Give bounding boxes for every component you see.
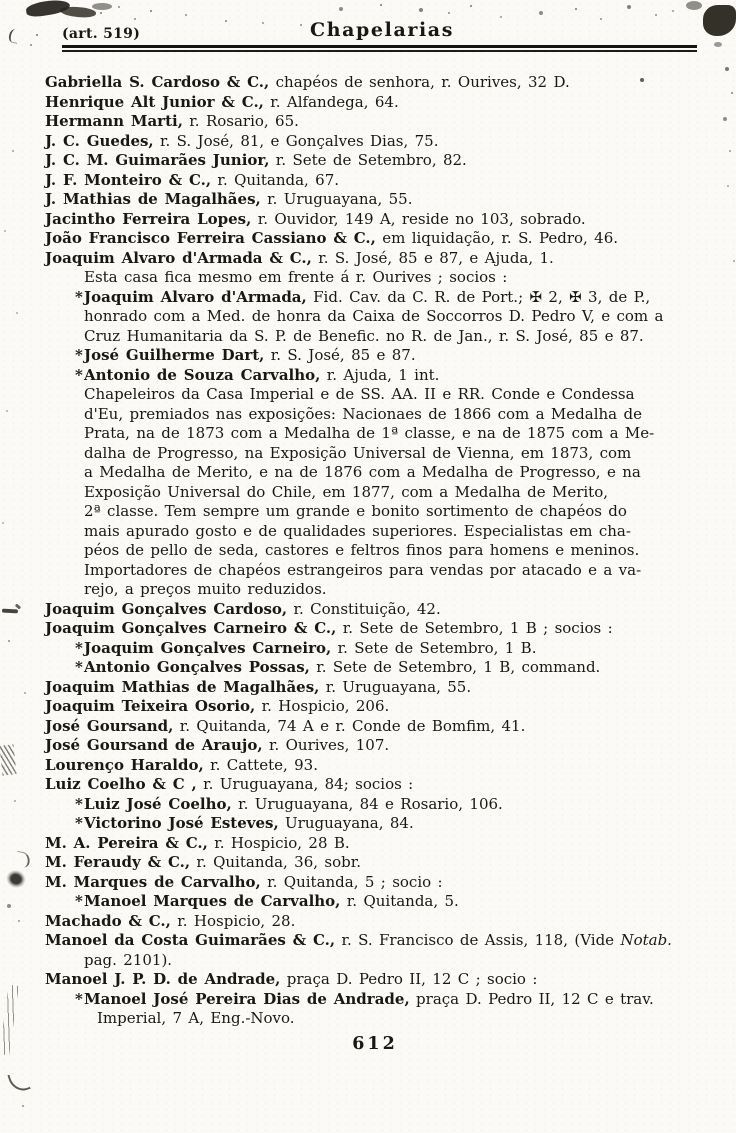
entry-text: Esta casa fica mesmo em frente á r. Ourives ; socios :: [84, 268, 508, 286]
entry-line: [45, 483, 717, 503]
entry-line: [45, 73, 717, 93]
entry-name: Henrique Alt Junior & C.,: [45, 92, 264, 111]
entry-text: r. Ourives, 107.: [262, 736, 390, 754]
page-number: 612: [352, 1034, 398, 1054]
entry-name: J. C. Guedes,: [45, 131, 154, 150]
entry-line: [45, 307, 717, 327]
entry-line: [45, 385, 717, 405]
entry-name: Lourenço Haraldo,: [45, 755, 204, 774]
entry-line: [45, 424, 717, 444]
entry-line: [45, 912, 717, 932]
scan-artifact: [714, 42, 722, 47]
entry-text: Fid. Cav. da C. R. de Port.; ✠ 2, ✠ 3, de P.,: [306, 287, 651, 306]
entry-text: r. Sete de Setembro, 82.: [269, 151, 467, 169]
entry-line: [45, 522, 717, 542]
asterisk-marker: *: [75, 814, 83, 832]
entry-reference-italic: Notab.: [620, 931, 672, 949]
header-divider: [62, 45, 697, 52]
asterisk-marker: *: [75, 346, 83, 364]
entry-name: Hermann Marti,: [45, 112, 183, 130]
entry-line: [45, 444, 717, 464]
entry-text: honrado com a Med. de honra da Caixa de Soccorros D. Pedro V, e com a: [84, 307, 664, 325]
page-title: Chapelarias: [310, 19, 454, 41]
entry-text: pag. 2101).: [84, 950, 173, 969]
scan-artifact: [2, 609, 18, 614]
entry-text: dalha de Progresso, na Exposição Universal de Vienna, em 1873, com: [84, 443, 632, 462]
entry-name: Luiz Coelho & C ,: [45, 775, 197, 793]
entry-text: Importadores de chapéos estrangeiros para vendas por atacado e a va-: [84, 560, 642, 579]
entry-name: Jacintho Ferreira Lopes,: [45, 209, 252, 228]
asterisk-marker: *: [75, 794, 83, 813]
entry-text: Chapeleiros da Casa Imperial e de SS. AA. II e RR. Conde e Condessa: [84, 385, 635, 403]
entry-line: [45, 756, 717, 776]
entry-name: J. F. Monteiro & C.,: [45, 170, 212, 189]
entry-name: Manoel José Pereira Dias de Andrade,: [84, 989, 410, 1008]
entry-name: Luiz José Coelho,: [84, 794, 232, 813]
entry-text: r. Hospicio, 206.: [255, 697, 390, 715]
entry-name: Joaquim Gonçalves Carneiro & C.,: [45, 619, 337, 637]
entry-name: Gabriella S. Cardoso & C.,: [45, 73, 270, 91]
entry-line: [45, 970, 717, 990]
entry-line: [45, 892, 717, 912]
entry-line: [45, 619, 717, 639]
entry-text: Prata, na de 1873 com a Medalha de 1ª classe, e na de 1875 com a Me-: [84, 424, 655, 442]
entry-line: [45, 327, 717, 347]
entry-line: [45, 151, 717, 171]
entry-line: [45, 873, 717, 893]
entry-text: r. Quitanda, 5.: [340, 892, 459, 910]
entry-name: Joaquim Mathias de Magalhães,: [45, 677, 320, 696]
entry-text: Exposição Universal do Chile, em 1877, com a Medalha de Merito,: [84, 482, 608, 501]
entry-line: [45, 853, 717, 873]
entry-line: [45, 697, 717, 717]
entry-line: [45, 990, 717, 1010]
entry-line: [45, 93, 717, 113]
entry-name: Manoel da Costa Guimarães & C.,: [45, 931, 336, 949]
entry-text: r. Quitanda, 74 A e r. Conde de Bomfim, 41.: [173, 716, 526, 735]
entry-text: péos de pello de seda, castores e feltros finos para homens e meninos.: [84, 541, 640, 559]
entry-text: r. Uruguayana, 84; socios :: [196, 775, 414, 793]
entry-text: 2ª classe. Tem sempre um grande e bonito sortimento de chapéos do: [84, 502, 627, 520]
entry-text: a Medalha de Merito, e na de 1876 com a Medalha de Progresso, e na: [84, 463, 641, 481]
entry-text: d'Eu, premiados nas exposições: Nacionaes de 1866 com a Medalha de: [84, 404, 642, 423]
entry-line: [45, 190, 717, 210]
entry-name: Manoel J. P. D. de Andrade,: [45, 970, 281, 988]
entry-text: em liquidação, r. S. Pedro, 46.: [375, 229, 619, 247]
entry-text: r. S. José, 81, e Gonçalves Dias, 75.: [153, 131, 439, 150]
entry-name: Victorino José Esteves,: [84, 814, 279, 832]
entry-name: Joaquim Alvaro d'Armada & C.,: [45, 248, 312, 267]
entry-text: rejo, a preços muito reduzidos.: [84, 580, 327, 598]
asterisk-marker: *: [75, 287, 83, 306]
entry-text: praça D. Pedro II, 12 C ; socio :: [280, 970, 538, 988]
entry-name: Joaquim Gonçalves Cardoso,: [45, 599, 288, 618]
entry-text: r. Uruguayana, 55.: [260, 190, 413, 208]
entry-line: [45, 366, 717, 386]
entry-text: r. Rosario, 65.: [182, 112, 299, 130]
entry-name: José Guilherme Dart,: [84, 346, 265, 364]
entry-line: [45, 405, 717, 425]
entry-text: r. Quitanda, 5 ; socio :: [260, 872, 443, 891]
asterisk-marker: *: [75, 365, 83, 384]
scan-artifact: [92, 3, 112, 10]
entry-line: [45, 639, 717, 659]
entry-text: r. Uruguayana, 84 e Rosario, 106.: [231, 794, 503, 813]
entry-name: M. Marques de Carvalho,: [45, 872, 261, 891]
entry-line: [45, 541, 717, 561]
entry-name: João Francisco Ferreira Cassiano & C.,: [45, 229, 376, 247]
scan-artifact: [0, 744, 17, 775]
entry-text: mais apurado gosto e de qualidades superiores. Especialistas em cha-: [84, 521, 631, 540]
article-reference: (art. 519): [62, 26, 141, 42]
entry-line: [45, 795, 717, 815]
entry-line: [45, 561, 717, 581]
entry-text: r. Quitanda, 67.: [211, 170, 340, 189]
entry-text: r. Sete de Setembro, 1 B, command.: [309, 658, 601, 676]
entry-name: José Goursand,: [45, 716, 174, 735]
entry-text: r. Hospicio, 28.: [170, 911, 296, 930]
entry-text: Cruz Humanitaria da S. P. de Benefic. no R. de Jan., r. S. José, 85 e 87.: [84, 326, 644, 345]
entry-text: r. S. Francisco de Assis, 118, (Vide: [335, 931, 621, 949]
entry-name: J. C. M. Guimarães Junior,: [45, 151, 270, 169]
entry-line: [45, 678, 717, 698]
entry-line: [45, 580, 717, 600]
entry-text: r. Ajuda, 1 int.: [320, 365, 440, 384]
entry-line: [45, 268, 717, 288]
entry-line: [45, 951, 717, 971]
scan-artifact: [15, 851, 31, 868]
entry-line: [45, 288, 717, 308]
entry-text: praça D. Pedro II, 12 C e trav.: [409, 989, 654, 1008]
scan-artifact: [0, 985, 19, 1056]
entry-line: [45, 463, 717, 483]
entry-name: Machado & C.,: [45, 911, 171, 930]
asterisk-marker: *: [75, 892, 83, 910]
entry-text: r. Cattete, 93.: [203, 755, 318, 774]
entry-line: [45, 931, 717, 951]
scan-artifact: [686, 1, 702, 10]
entry-line: [45, 171, 717, 191]
entry-name: Joaquim Teixeira Osorio,: [45, 697, 256, 715]
entry-name: M. A. Pereira & C.,: [45, 833, 208, 852]
entry-text: Uruguayana, 84.: [278, 814, 414, 832]
scan-artifact: [0, 0, 2, 2]
entry-text: r. Constituição, 42.: [287, 599, 441, 618]
entry-text: r. Hospicio, 28 B.: [207, 833, 350, 852]
entry-name: Antonio de Souza Carvalho,: [84, 365, 321, 384]
entry-text: r. Uruguayana, 55.: [319, 677, 472, 696]
asterisk-marker: *: [75, 638, 83, 657]
entry-name: José Goursand de Araujo,: [45, 736, 263, 754]
entry-line: [45, 717, 717, 737]
scan-artifact: [4, 867, 29, 891]
entry-line: [45, 502, 717, 522]
entry-line: [45, 834, 717, 854]
asterisk-marker: *: [75, 989, 83, 1008]
entry-text: r. Sete de Setembro, 1 B.: [331, 638, 537, 657]
entry-name: Manoel Marques de Carvalho,: [84, 892, 341, 910]
entry-text: r. Quitanda, 36, sobr.: [190, 853, 362, 871]
entry-line: [45, 346, 717, 366]
entry-line: [45, 132, 717, 152]
entry-line: [45, 112, 717, 132]
entry-name: J. Mathias de Magalhães,: [45, 190, 261, 208]
entry-line: [45, 658, 717, 678]
entry-text: r. S. José, 85 e 87.: [264, 346, 416, 364]
entry-text: chapéos de senhora, r. Ourives, 32 D.: [269, 73, 570, 91]
entry-text: Imperial, 7 A, Eng.-Novo.: [97, 1009, 295, 1027]
entry-line: [45, 814, 717, 834]
entry-list: [45, 73, 717, 1029]
entry-line: [45, 775, 717, 795]
scan-artifact: [7, 1070, 30, 1095]
entry-line: [45, 600, 717, 620]
entry-line: [45, 229, 717, 249]
entry-name: M. Feraudy & C.,: [45, 853, 191, 871]
entry-text: r. S. José, 85 e 87, e Ajuda, 1.: [311, 248, 554, 267]
entry-text: r. Alfandega, 64.: [263, 92, 399, 111]
entry-name: Joaquim Alvaro d'Armada,: [84, 287, 307, 306]
entry-text: r. Sete de Setembro, 1 B ; socios :: [336, 619, 613, 637]
scan-artifact: [60, 5, 97, 19]
entry-name: Antonio Gonçalves Possas,: [84, 658, 310, 676]
entry-name: Joaquim Gonçalves Carneiro,: [84, 638, 332, 657]
entry-text: r. Ouvidor, 149 A, reside no 103, sobrado.: [251, 209, 586, 228]
entry-line: [45, 736, 717, 756]
entry-line: [45, 210, 717, 230]
asterisk-marker: *: [75, 658, 83, 676]
entry-line: [45, 1009, 717, 1029]
entry-line: [45, 249, 717, 269]
